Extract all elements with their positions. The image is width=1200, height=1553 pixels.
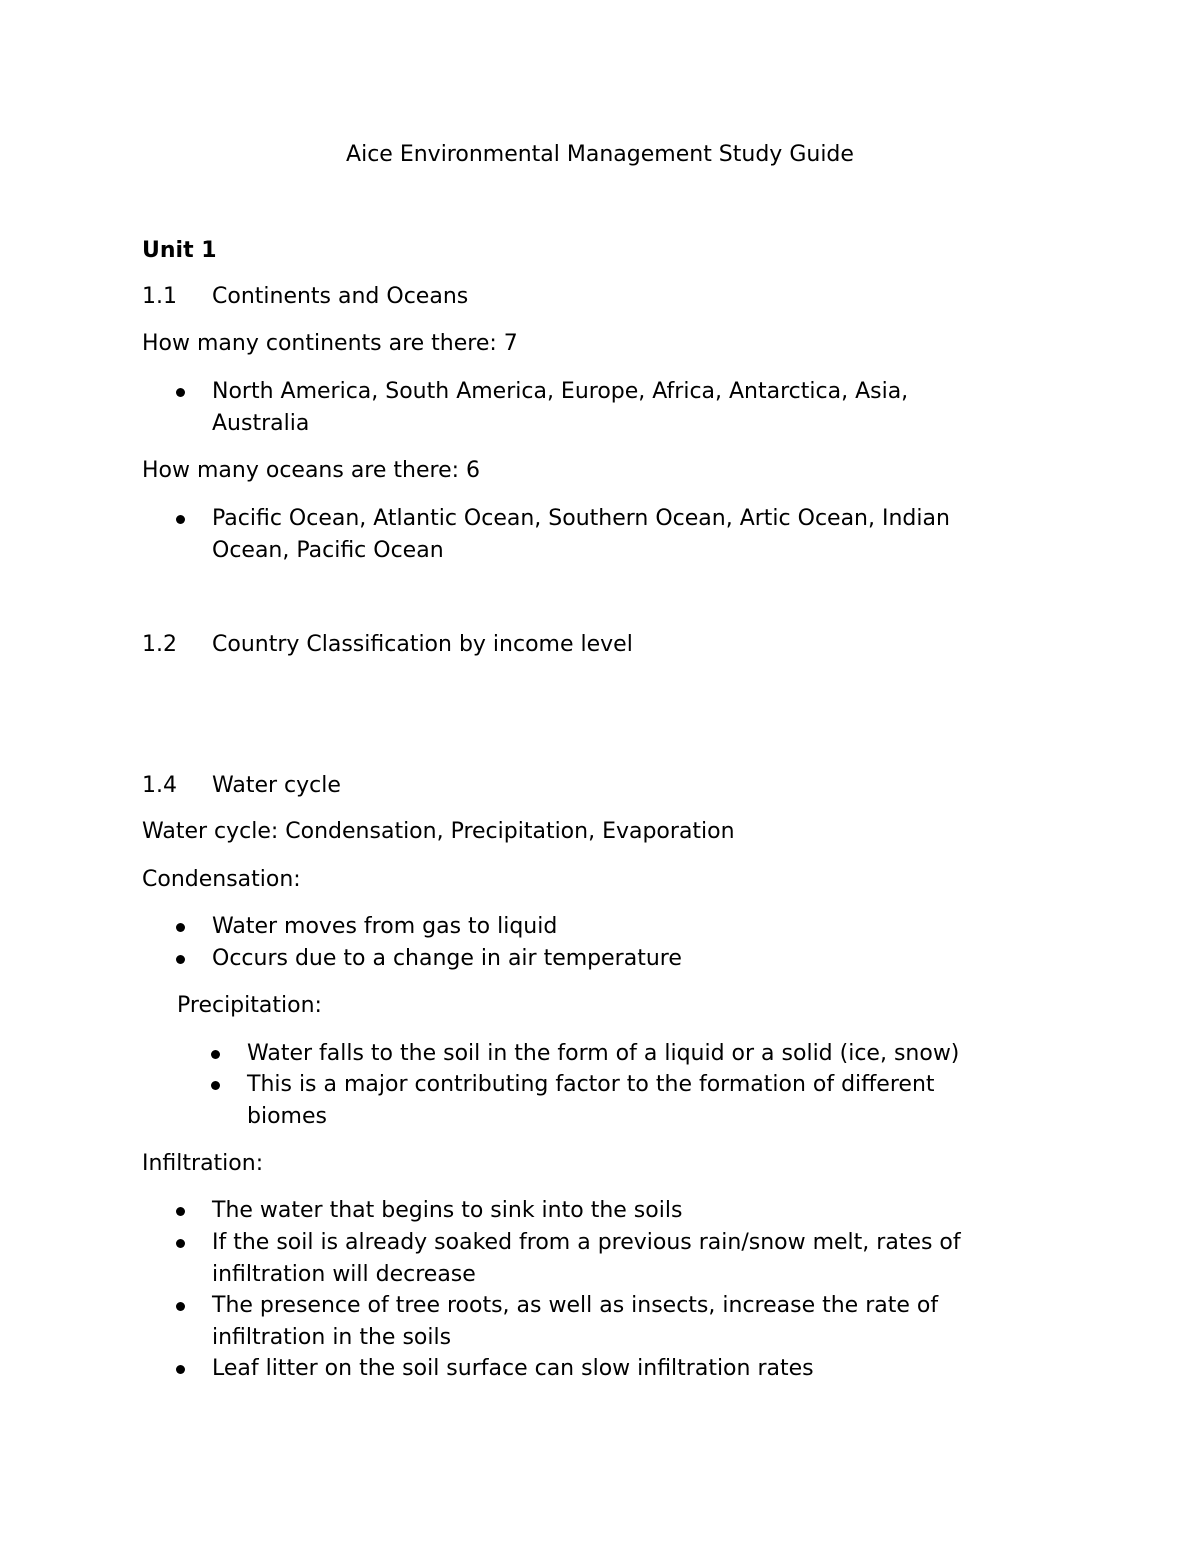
- precipitation-label: Precipitation:: [177, 993, 322, 1018]
- section-title: Continents and Oceans: [212, 284, 469, 309]
- bullet-icon: [176, 388, 185, 397]
- water-cycle-line: Water cycle: Condensation, Precipitation, Evaporation: [142, 819, 735, 844]
- condensation-label: Condensation:: [142, 867, 301, 892]
- list-item-text: biomes: [247, 1104, 327, 1129]
- section-number: 1.4: [142, 773, 177, 798]
- list-item-text: The presence of tree roots, as well as insects, increase the rate of: [212, 1293, 939, 1318]
- bullet-icon: [176, 923, 185, 932]
- list-item-text: This is a major contributing factor to the formation of different: [247, 1072, 935, 1097]
- bullet-icon: [176, 515, 185, 524]
- list-item-text: If the soil is already soaked from a previous rain/snow melt, rates of: [212, 1230, 961, 1255]
- oceans-question: How many oceans are there: 6: [142, 458, 481, 483]
- bullet-icon: [176, 1302, 185, 1311]
- bullet-icon: [211, 1050, 220, 1059]
- list-item-text: Occurs due to a change in air temperature: [212, 946, 682, 971]
- section-heading-1-4: [142, 771, 341, 801]
- unit-heading: Unit 1: [142, 238, 217, 263]
- list-item-text: Water moves from gas to liquid: [212, 914, 558, 939]
- section-number: 1.1: [142, 284, 177, 309]
- section-heading-1-2: [142, 630, 633, 660]
- section-title: Water cycle: [212, 773, 341, 798]
- list-item-text: Ocean, Pacific Ocean: [212, 538, 444, 563]
- bullet-icon: [176, 955, 185, 964]
- section-heading-1-1: [142, 282, 468, 312]
- list-item-text: Pacific Ocean, Atlantic Ocean, Southern Ocean, Artic Ocean, Indian: [212, 506, 950, 531]
- list-item-text: Australia: [212, 411, 310, 436]
- list-item-text: The water that begins to sink into the soils: [212, 1198, 683, 1223]
- list-item-text: infiltration in the soils: [212, 1325, 452, 1350]
- section-title: Country Classification by income level: [212, 632, 633, 657]
- list-item-text: North America, South America, Europe, Africa, Antarctica, Asia,: [212, 379, 909, 404]
- document-title: Aice Environmental Management Study Guide: [346, 142, 854, 167]
- list-item-text: Leaf litter on the soil surface can slow infiltration rates: [212, 1356, 814, 1381]
- continents-question: How many continents are there: 7: [142, 331, 518, 356]
- bullet-icon: [176, 1207, 185, 1216]
- list-item-text: Water falls to the soil in the form of a liquid or a solid (ice, snow): [247, 1041, 960, 1066]
- bullet-icon: [176, 1239, 185, 1248]
- bullet-icon: [176, 1365, 185, 1374]
- list-item-text: infiltration will decrease: [212, 1262, 476, 1287]
- infiltration-label: Infiltration:: [142, 1151, 264, 1176]
- bullet-icon: [211, 1081, 220, 1090]
- section-number: 1.2: [142, 632, 177, 657]
